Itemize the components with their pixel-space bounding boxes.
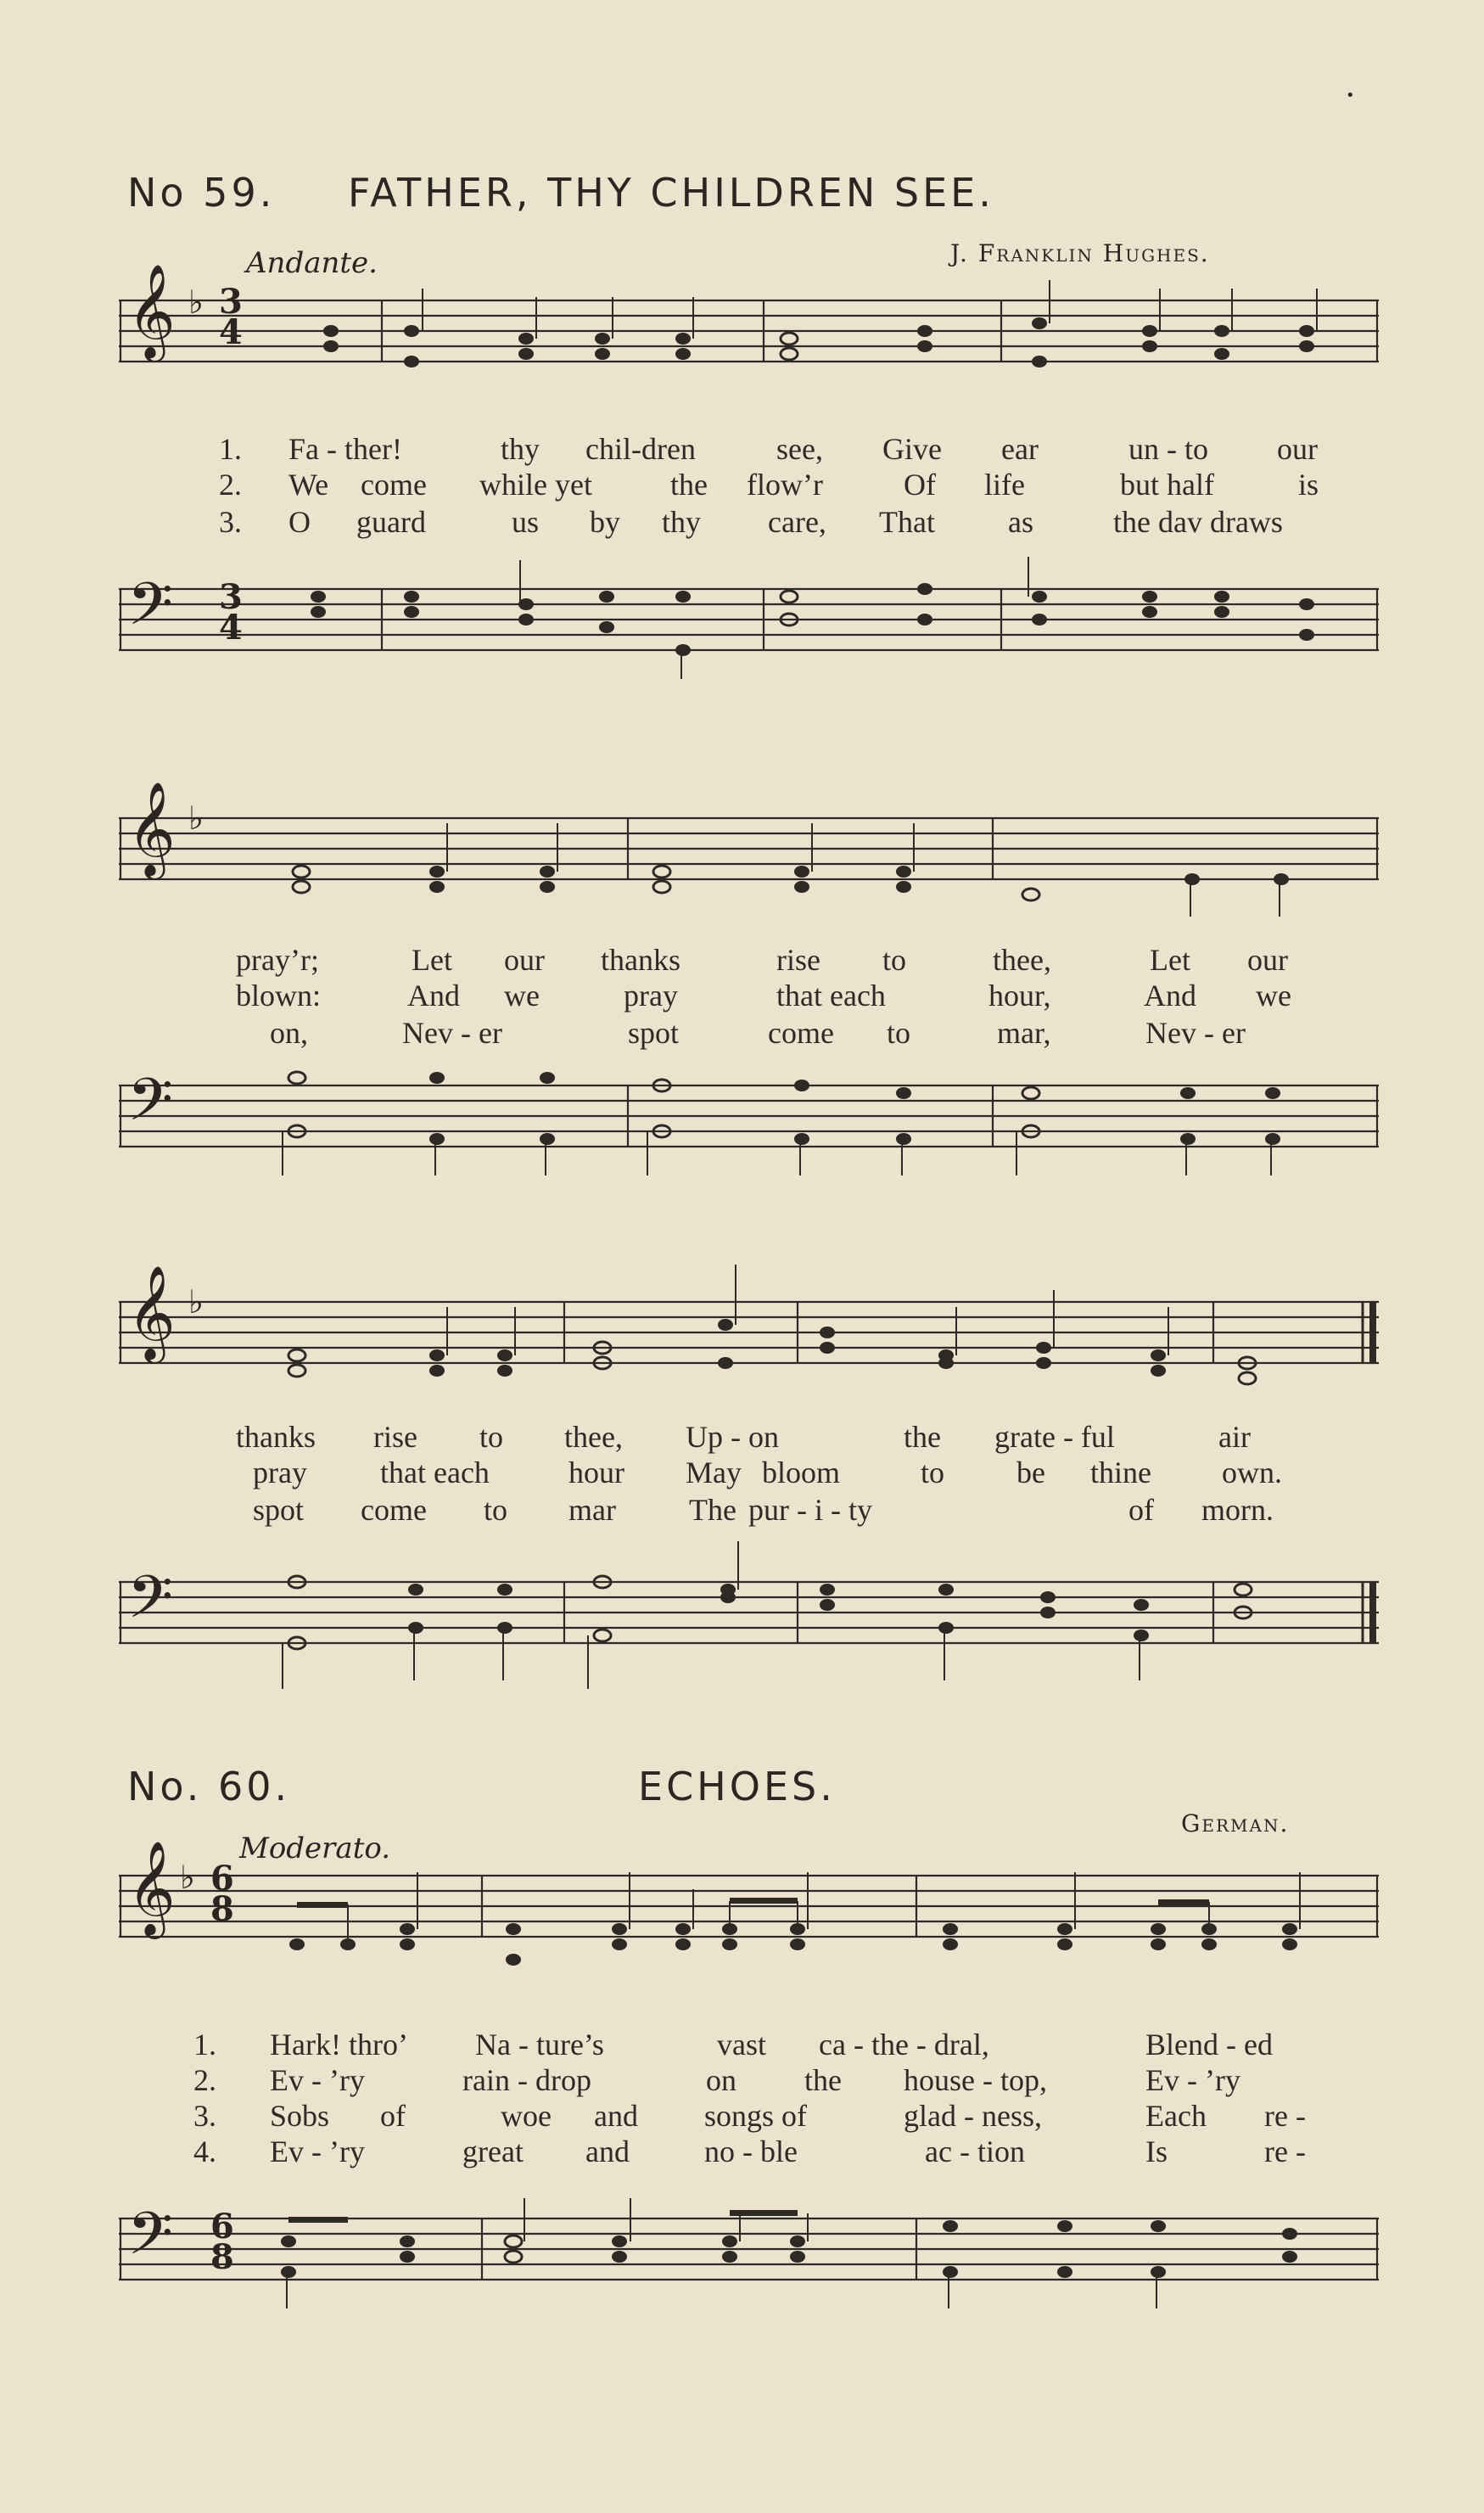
lyric: air bbox=[1218, 1420, 1251, 1454]
lyric: Is bbox=[1145, 2134, 1168, 2168]
hymn-60-title: ECHOES. bbox=[638, 1764, 836, 1809]
lyric: The bbox=[689, 1493, 736, 1527]
lyric: rise bbox=[373, 1420, 417, 1454]
system-1-bass-staff bbox=[119, 569, 1379, 696]
flat-sign: ♭ bbox=[188, 1283, 204, 1321]
lyric: pray bbox=[624, 979, 678, 1012]
lyric: ac - tion bbox=[925, 2134, 1025, 2168]
lyric: pray’r; bbox=[236, 943, 319, 977]
verse-number: 3. bbox=[219, 505, 242, 539]
lyric: the bbox=[670, 468, 708, 502]
system-3-treble-staff bbox=[119, 1290, 1379, 1392]
lyric: to bbox=[484, 1493, 508, 1527]
lyric: ca - the - dral, bbox=[819, 2028, 989, 2061]
lyric: and bbox=[585, 2134, 630, 2168]
bass-clef-icon: 𝄢 bbox=[127, 1065, 174, 1148]
lyric: ear bbox=[1001, 432, 1039, 466]
hymn-60-number: No. 60. bbox=[127, 1764, 291, 1809]
lyric: Fa - ther! bbox=[288, 432, 402, 466]
verse-number: 2. bbox=[193, 2063, 216, 2097]
lyric: house - top, bbox=[904, 2063, 1047, 2097]
bass-clef-icon: 𝄢 bbox=[127, 569, 174, 653]
lyric: Ev - ’ry bbox=[1145, 2063, 1240, 2097]
lyric: guard bbox=[356, 505, 426, 539]
lyric: Each bbox=[1145, 2099, 1207, 2133]
lyric: great bbox=[462, 2134, 524, 2168]
lyric: Let bbox=[1150, 943, 1190, 977]
lyric: and bbox=[594, 2099, 638, 2133]
lyric: That bbox=[879, 505, 935, 539]
lyric: to bbox=[479, 1420, 504, 1454]
verse-number: 3. bbox=[193, 2099, 216, 2133]
lyric: O bbox=[288, 505, 311, 539]
lyric: life bbox=[984, 468, 1025, 502]
time-signature-top: 3 bbox=[219, 577, 243, 617]
lyric: Sobs bbox=[270, 2099, 330, 2133]
system-3-bass-staff bbox=[119, 1562, 1379, 1714]
lyric: that each bbox=[380, 1456, 490, 1489]
hymn-60-composer: German. bbox=[1181, 1809, 1290, 1837]
time-signature-bottom: 4 bbox=[219, 312, 243, 352]
lyric: And bbox=[407, 979, 460, 1012]
lyric: Give bbox=[882, 432, 942, 466]
lyric: Ev - ’ry bbox=[270, 2134, 365, 2168]
lyric: glad - ness, bbox=[904, 2099, 1042, 2133]
lyric: on bbox=[706, 2063, 736, 2097]
lyric: own. bbox=[1222, 1456, 1282, 1489]
hymn-60-treble-staff bbox=[119, 1859, 1379, 1983]
lyric: thine bbox=[1090, 1456, 1151, 1489]
lyric: to bbox=[921, 1456, 945, 1489]
hymn-59-composer: J. Franklin Hughes. bbox=[950, 239, 1210, 267]
lyric: on, bbox=[270, 1016, 308, 1050]
lyric: grate - ful bbox=[994, 1420, 1115, 1454]
lyric: thanks bbox=[236, 1420, 316, 1454]
lyric: of bbox=[380, 2099, 406, 2133]
lyric: while yet bbox=[479, 468, 592, 502]
time-signature-top: 6 bbox=[210, 1859, 234, 1899]
lyric: we bbox=[1256, 979, 1291, 1012]
bass-clef-icon: 𝄢 bbox=[127, 2199, 174, 2282]
lyric: re - bbox=[1264, 2099, 1306, 2133]
system-2-bass-staff bbox=[119, 1074, 1379, 1201]
hymn-59-number: No 59. bbox=[127, 170, 276, 216]
lyric: chil-dren bbox=[585, 432, 696, 466]
lyric: to bbox=[882, 943, 907, 977]
lyric: thy bbox=[662, 505, 702, 539]
lyric: be bbox=[1016, 1456, 1045, 1489]
lyric: And bbox=[1144, 979, 1196, 1012]
lyric: thee, bbox=[564, 1420, 623, 1454]
lyric: thanks bbox=[601, 943, 680, 977]
lyric: come bbox=[361, 1493, 427, 1527]
treble-clef-icon: 𝄞 bbox=[127, 1265, 176, 1360]
lyric: thy bbox=[501, 432, 540, 466]
lyric: as bbox=[1008, 505, 1033, 539]
lyric: un - to bbox=[1128, 432, 1208, 466]
bass-clef-icon: 𝄢 bbox=[127, 1562, 174, 1646]
lyric: the dav draws bbox=[1113, 505, 1283, 539]
verse-number: 4. bbox=[193, 2134, 216, 2168]
treble-clef-icon: 𝄞 bbox=[127, 1840, 176, 1935]
lyric: thee, bbox=[993, 943, 1051, 977]
lyric: mar, bbox=[997, 1016, 1051, 1050]
lyric: our bbox=[504, 943, 545, 977]
flat-sign: ♭ bbox=[180, 1859, 195, 1896]
lyric: we bbox=[504, 979, 540, 1012]
lyric: rise bbox=[776, 943, 820, 977]
lyric: pur - i - ty bbox=[748, 1493, 872, 1527]
time-signature-bottom: 8 bbox=[210, 2237, 234, 2277]
lyric: Nev - er bbox=[1145, 1016, 1246, 1050]
lyric: woe bbox=[501, 2099, 552, 2133]
lyric: vast bbox=[717, 2028, 766, 2061]
lyric: pray bbox=[253, 1456, 307, 1489]
lyric: the bbox=[804, 2063, 842, 2097]
hymn-60-tempo: Moderato. bbox=[239, 1831, 391, 1865]
lyric: morn. bbox=[1201, 1493, 1274, 1527]
lyric: our bbox=[1247, 943, 1288, 977]
lyric: is bbox=[1298, 468, 1319, 502]
lyric: but half bbox=[1120, 468, 1214, 502]
lyric: Hark! thro’ bbox=[270, 2028, 408, 2061]
lyric: re - bbox=[1264, 2134, 1306, 2168]
hymn-59-tempo: Andante. bbox=[246, 246, 378, 280]
flat-sign: ♭ bbox=[188, 283, 204, 321]
lyric: by bbox=[590, 505, 620, 539]
lyric: mar bbox=[568, 1493, 616, 1527]
lyric: hour bbox=[568, 1456, 624, 1489]
lyric: spot bbox=[253, 1493, 305, 1527]
treble-clef-icon: 𝄞 bbox=[127, 781, 176, 876]
hymn-59-title: FATHER, THY CHILDREN SEE. bbox=[348, 170, 994, 216]
lyric: our bbox=[1277, 432, 1318, 466]
time-signature-bottom: 4 bbox=[219, 608, 243, 648]
lyric: rain - drop bbox=[462, 2063, 591, 2097]
lyric: to bbox=[887, 1016, 911, 1050]
time-signature-top: 3 bbox=[219, 282, 243, 322]
lyric: of bbox=[1128, 1493, 1154, 1527]
lyric: spot bbox=[628, 1016, 680, 1050]
lyric: the bbox=[904, 1420, 941, 1454]
lyric: May bbox=[686, 1456, 742, 1489]
verse-number: 1. bbox=[219, 432, 242, 466]
treble-clef-icon: 𝄞 bbox=[127, 263, 176, 358]
system-2-treble-staff bbox=[119, 806, 1379, 908]
verse-number: 1. bbox=[193, 2028, 216, 2061]
lyric: blown: bbox=[236, 979, 322, 1012]
flat-sign: ♭ bbox=[188, 799, 204, 837]
lyric: flow’r bbox=[747, 468, 823, 502]
lyric: Na - ture’s bbox=[475, 2028, 604, 2061]
lyric: come bbox=[361, 468, 427, 502]
lyric: come bbox=[768, 1016, 834, 1050]
verse-number: 2. bbox=[219, 468, 242, 502]
lyric: Let bbox=[412, 943, 452, 977]
page-mark: • bbox=[1346, 87, 1355, 104]
lyric: care, bbox=[768, 505, 826, 539]
lyric: Blend - ed bbox=[1145, 2028, 1273, 2061]
lyric: bloom bbox=[762, 1456, 841, 1489]
lyric: us bbox=[512, 505, 540, 539]
lyric: no - ble bbox=[704, 2134, 798, 2168]
lyric: songs of bbox=[704, 2099, 808, 2133]
time-signature-top: 6 bbox=[210, 2207, 234, 2247]
lyric: Up - on bbox=[686, 1420, 779, 1454]
lyric: Of bbox=[904, 468, 936, 502]
hymn-60-bass-staff bbox=[119, 2199, 1379, 2342]
lyric: Nev - er bbox=[402, 1016, 502, 1050]
lyric: We bbox=[288, 468, 329, 502]
lyric: that each bbox=[776, 979, 886, 1012]
time-signature-bottom: 8 bbox=[210, 1889, 234, 1929]
lyric: hour, bbox=[988, 979, 1051, 1012]
lyric: see, bbox=[776, 432, 823, 466]
lyric: Ev - ’ry bbox=[270, 2063, 365, 2097]
system-1-treble-staff bbox=[119, 282, 1379, 390]
